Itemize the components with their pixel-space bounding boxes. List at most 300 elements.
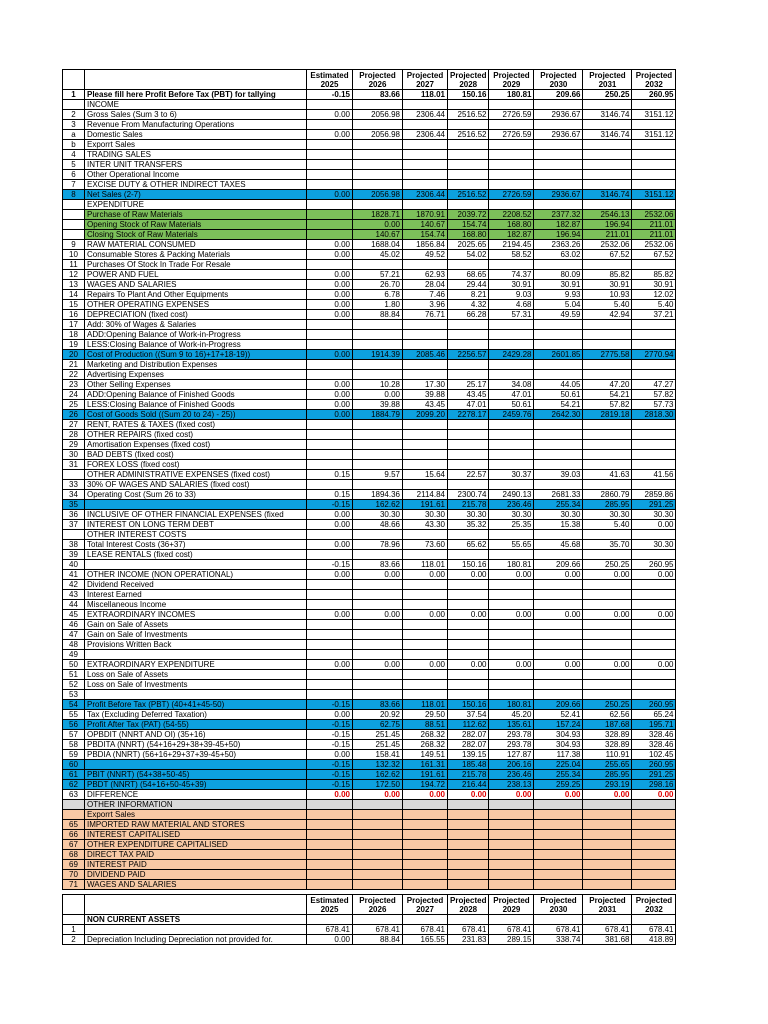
row-value: 3151.12 xyxy=(632,130,676,140)
row-value xyxy=(583,200,632,210)
row-value xyxy=(489,850,534,860)
row-value xyxy=(353,650,403,660)
table-row xyxy=(63,720,676,730)
row-value xyxy=(583,430,632,440)
row-value: 1894.36 xyxy=(353,490,403,500)
row-number: 45 xyxy=(63,610,85,620)
year-header xyxy=(403,70,448,90)
header-year: 2028 xyxy=(459,79,478,89)
row-value: 185.48 xyxy=(448,760,489,770)
row-value: 2726.59 xyxy=(489,110,534,120)
row-value: 0.00 xyxy=(353,570,403,580)
row-value: 2490.13 xyxy=(489,490,534,500)
row-value xyxy=(448,670,489,680)
row-value xyxy=(448,840,489,850)
row-value xyxy=(307,320,353,330)
year-header xyxy=(534,895,583,915)
row-number xyxy=(63,800,85,810)
row-value xyxy=(583,600,632,610)
row-value xyxy=(632,830,676,840)
row-value: 0.00 xyxy=(307,400,353,410)
row-value: 10.93 xyxy=(583,290,632,300)
row-value: 5.40 xyxy=(583,300,632,310)
row-value: 255.34 xyxy=(534,770,583,780)
row-value: 1.80 xyxy=(353,300,403,310)
row-value xyxy=(583,650,632,660)
table-row xyxy=(63,630,676,640)
row-value xyxy=(403,670,448,680)
table-row xyxy=(63,570,676,580)
row-value xyxy=(448,260,489,270)
row-value: 260.95 xyxy=(632,560,676,570)
row-value xyxy=(534,580,583,590)
row-value xyxy=(632,360,676,370)
row-description: LEASE RENTALS (fixed cost) xyxy=(85,550,307,560)
row-value xyxy=(353,850,403,860)
row-value: 50.61 xyxy=(489,400,534,410)
row-value xyxy=(534,640,583,650)
row-number: 58 xyxy=(63,740,85,750)
row-value xyxy=(632,340,676,350)
row-value xyxy=(534,840,583,850)
table-row xyxy=(63,690,676,700)
row-value xyxy=(403,100,448,110)
row-value: 10.28 xyxy=(353,380,403,390)
row-value xyxy=(489,430,534,440)
row-value: 83.66 xyxy=(353,560,403,570)
row-number: 48 xyxy=(63,640,85,650)
row-value: 0.00 xyxy=(307,350,353,360)
row-value xyxy=(307,140,353,150)
row-description: OTHER ADMINISTRATIVE EXPENSES (fixed cost) xyxy=(85,470,307,480)
row-description xyxy=(85,560,307,570)
header-year: 2030 xyxy=(549,79,568,89)
year-header xyxy=(307,895,353,915)
row-value: 85.82 xyxy=(632,270,676,280)
row-value xyxy=(353,860,403,870)
row-value: 2300.74 xyxy=(448,490,489,500)
row-value: 1856.84 xyxy=(403,240,448,250)
row-value xyxy=(403,680,448,690)
row-value xyxy=(448,850,489,860)
row-description: OTHER OPERATING EXPENSES xyxy=(85,300,307,310)
row-description: Marketing and Distribution Expenses xyxy=(85,360,307,370)
row-value: 0.00 xyxy=(307,270,353,280)
row-number: 29 xyxy=(63,440,85,450)
table-row xyxy=(63,730,676,740)
row-value: 206.16 xyxy=(489,760,534,770)
row-value xyxy=(534,650,583,660)
row-value: 291.25 xyxy=(632,500,676,510)
row-value: 0.00 xyxy=(632,790,676,800)
row-value xyxy=(403,600,448,610)
row-value: 2860.79 xyxy=(583,490,632,500)
row-value xyxy=(632,840,676,850)
row-value: 2306.44 xyxy=(403,130,448,140)
row-value xyxy=(489,690,534,700)
row-value: 2377.32 xyxy=(534,210,583,220)
row-description: Depreciation Including Depreciation not provided for. xyxy=(85,935,307,945)
row-value xyxy=(534,820,583,830)
row-number: 20 xyxy=(63,350,85,360)
row-value: 215.78 xyxy=(448,500,489,510)
row-value xyxy=(448,450,489,460)
row-value xyxy=(403,200,448,210)
row-value: 112.62 xyxy=(448,720,489,730)
row-value xyxy=(448,810,489,820)
row-value: 0.00 xyxy=(307,250,353,260)
row-description: Profit Before Tax (PBT) (40+41+45-50) xyxy=(85,700,307,710)
row-value xyxy=(489,460,534,470)
row-value: 251.45 xyxy=(353,730,403,740)
table-row xyxy=(63,880,676,890)
row-value: 1884.79 xyxy=(353,410,403,420)
row-value: 187.68 xyxy=(583,720,632,730)
header-kind: Projected xyxy=(406,70,444,80)
row-value xyxy=(307,430,353,440)
row-description: LESS:Closing Balance of Work-in-Progress xyxy=(85,340,307,350)
row-value xyxy=(583,550,632,560)
row-value: 0.00 xyxy=(307,660,353,670)
row-value: 255.65 xyxy=(583,760,632,770)
row-value xyxy=(403,150,448,160)
row-value xyxy=(632,160,676,170)
row-value: 62.93 xyxy=(403,270,448,280)
row-value xyxy=(403,460,448,470)
row-value xyxy=(403,840,448,850)
header-year: 2029 xyxy=(502,79,521,89)
row-description: Purchase of Raw Materials xyxy=(85,210,307,220)
row-value xyxy=(583,860,632,870)
row-value xyxy=(353,260,403,270)
row-value xyxy=(632,630,676,640)
row-value xyxy=(403,800,448,810)
row-value xyxy=(583,440,632,450)
row-value xyxy=(307,670,353,680)
row-description: BAD DEBTS (fixed cost) xyxy=(85,450,307,460)
row-value: 0.00 xyxy=(307,310,353,320)
table-row xyxy=(63,700,676,710)
table-row xyxy=(63,370,676,380)
row-value: 259.25 xyxy=(534,780,583,790)
header-blank xyxy=(85,895,307,915)
row-value: 338.74 xyxy=(534,935,583,945)
row-value: 2726.59 xyxy=(489,130,534,140)
row-value xyxy=(534,530,583,540)
row-number: 36 xyxy=(63,510,85,520)
row-number: 19 xyxy=(63,340,85,350)
row-value xyxy=(353,620,403,630)
row-value xyxy=(632,620,676,630)
row-number: 53 xyxy=(63,690,85,700)
row-value xyxy=(403,360,448,370)
row-description: WAGES AND SALARIES xyxy=(85,880,307,890)
row-value: 0.00 xyxy=(583,660,632,670)
row-description: Exporrt Sales xyxy=(85,140,307,150)
row-value xyxy=(403,450,448,460)
row-value xyxy=(632,330,676,340)
row-value: 88.51 xyxy=(403,720,448,730)
row-value xyxy=(632,420,676,430)
table-row xyxy=(63,850,676,860)
row-value xyxy=(403,915,448,925)
header-kind: Projected xyxy=(589,895,626,905)
row-value xyxy=(307,440,353,450)
row-value xyxy=(489,600,534,610)
row-value: 0.00 xyxy=(583,610,632,620)
row-value xyxy=(583,580,632,590)
row-number: 12 xyxy=(63,270,85,280)
row-value xyxy=(534,690,583,700)
row-value xyxy=(534,550,583,560)
row-value: 0.00 xyxy=(448,610,489,620)
row-value: 2681.33 xyxy=(534,490,583,500)
row-value xyxy=(632,800,676,810)
row-value xyxy=(307,600,353,610)
table-row xyxy=(63,580,676,590)
row-value: 2726.59 xyxy=(489,190,534,200)
row-value: 0.00 xyxy=(534,660,583,670)
row-value: 5.40 xyxy=(632,300,676,310)
row-value xyxy=(583,820,632,830)
row-value xyxy=(583,460,632,470)
row-value xyxy=(307,210,353,220)
row-value xyxy=(403,440,448,450)
row-value xyxy=(489,860,534,870)
row-number: 66 xyxy=(63,830,85,840)
row-value: 57.82 xyxy=(583,400,632,410)
row-value xyxy=(353,200,403,210)
row-value: -0.15 xyxy=(307,500,353,510)
row-value: 39.03 xyxy=(534,470,583,480)
row-value xyxy=(307,200,353,210)
row-value xyxy=(448,480,489,490)
header-year: 2029 xyxy=(502,904,521,914)
row-value xyxy=(307,870,353,880)
table-row xyxy=(63,310,676,320)
row-value xyxy=(353,440,403,450)
row-description: OTHER EXPENDITURE CAPITALISED xyxy=(85,840,307,850)
row-description: OTHER INTEREST COSTS xyxy=(85,530,307,540)
row-number: 39 xyxy=(63,550,85,560)
header-kind: Projected xyxy=(450,70,487,80)
row-value xyxy=(534,320,583,330)
row-value: 678.41 xyxy=(307,925,353,935)
year-header xyxy=(307,70,353,90)
row-value xyxy=(534,850,583,860)
row-value: 150.16 xyxy=(448,560,489,570)
row-value: 418.89 xyxy=(632,935,676,945)
row-value xyxy=(489,590,534,600)
row-description: IMPORTED RAW MATERIAL AND STORES xyxy=(85,820,307,830)
table-row xyxy=(63,870,676,880)
row-value: 50.61 xyxy=(534,390,583,400)
header-year: 2025 xyxy=(320,79,339,89)
year-header xyxy=(353,895,403,915)
row-value: 191.61 xyxy=(403,500,448,510)
row-value xyxy=(632,530,676,540)
row-value: 15.64 xyxy=(403,470,448,480)
row-value: 5.40 xyxy=(583,520,632,530)
row-value: 0.00 xyxy=(307,790,353,800)
row-value xyxy=(403,870,448,880)
row-value xyxy=(534,810,583,820)
row-value xyxy=(489,420,534,430)
row-value: 1914.39 xyxy=(353,350,403,360)
row-value xyxy=(489,670,534,680)
row-value xyxy=(534,150,583,160)
table-row xyxy=(63,935,676,945)
row-value: 260.95 xyxy=(632,90,676,100)
row-number: 35 xyxy=(63,500,85,510)
row-value: 0.00 xyxy=(307,380,353,390)
row-description: Other Selling Expenses xyxy=(85,380,307,390)
row-value: 216.44 xyxy=(448,780,489,790)
row-value: 0.00 xyxy=(307,710,353,720)
row-value xyxy=(534,870,583,880)
row-value xyxy=(489,530,534,540)
row-value: 34.08 xyxy=(489,380,534,390)
row-value: 9.93 xyxy=(534,290,583,300)
row-value: 162.62 xyxy=(353,770,403,780)
row-value xyxy=(448,360,489,370)
row-value xyxy=(403,830,448,840)
row-value: 2532.06 xyxy=(632,210,676,220)
row-value: 30.30 xyxy=(489,510,534,520)
row-number: 56 xyxy=(63,720,85,730)
row-value: 0.00 xyxy=(448,570,489,580)
row-value xyxy=(534,140,583,150)
row-number: 67 xyxy=(63,840,85,850)
row-value: 30.30 xyxy=(583,510,632,520)
row-value xyxy=(307,850,353,860)
row-number: 59 xyxy=(63,750,85,760)
row-value: 289.15 xyxy=(489,935,534,945)
row-value: 0.00 xyxy=(307,280,353,290)
row-value: 57.82 xyxy=(632,390,676,400)
row-value xyxy=(353,120,403,130)
row-value: 0.00 xyxy=(583,790,632,800)
row-description xyxy=(85,650,307,660)
row-value xyxy=(632,440,676,450)
row-value: 30.30 xyxy=(632,540,676,550)
row-value: 88.84 xyxy=(353,310,403,320)
row-number xyxy=(63,200,85,210)
row-value xyxy=(534,670,583,680)
table-row xyxy=(63,380,676,390)
row-description: INTEREST PAID xyxy=(85,860,307,870)
row-value: 0.00 xyxy=(353,390,403,400)
table-row xyxy=(63,760,676,770)
table-row xyxy=(63,490,676,500)
row-value: 182.87 xyxy=(534,220,583,230)
table-row xyxy=(63,780,676,790)
row-value xyxy=(632,460,676,470)
row-value: 63.02 xyxy=(534,250,583,260)
row-description: Amortisation Expenses (fixed cost) xyxy=(85,440,307,450)
row-value: 0.00 xyxy=(632,660,676,670)
row-value: 0.00 xyxy=(489,660,534,670)
row-number: 34 xyxy=(63,490,85,500)
row-value xyxy=(307,530,353,540)
table-row xyxy=(63,820,676,830)
row-value: 25.35 xyxy=(489,520,534,530)
row-value: 0.15 xyxy=(307,470,353,480)
row-value: 47.01 xyxy=(489,390,534,400)
row-value: 118.01 xyxy=(403,700,448,710)
row-number: 15 xyxy=(63,300,85,310)
row-value: 0.00 xyxy=(353,660,403,670)
row-value xyxy=(307,420,353,430)
year-header xyxy=(632,895,676,915)
row-value: 132.32 xyxy=(353,760,403,770)
row-description: INTEREST ON LONG TERM DEBT xyxy=(85,520,307,530)
row-value xyxy=(583,260,632,270)
row-description: ADD:Opening Balance of Finished Goods xyxy=(85,390,307,400)
row-value: 15.38 xyxy=(534,520,583,530)
row-value xyxy=(583,630,632,640)
header-year: 2030 xyxy=(549,904,568,914)
header-kind: Projected xyxy=(635,895,673,905)
row-value xyxy=(307,450,353,460)
row-value: 180.81 xyxy=(489,90,534,100)
row-value: 0.00 xyxy=(353,790,403,800)
row-value xyxy=(632,810,676,820)
row-value: 2532.06 xyxy=(583,240,632,250)
table-row xyxy=(63,650,676,660)
row-value xyxy=(632,650,676,660)
row-value xyxy=(403,850,448,860)
row-number xyxy=(63,220,85,230)
header-kind: Projected xyxy=(359,895,396,905)
row-value xyxy=(403,880,448,890)
row-number: 23 xyxy=(63,380,85,390)
row-value xyxy=(403,550,448,560)
row-description xyxy=(85,760,307,770)
table-row xyxy=(63,480,676,490)
table-row xyxy=(63,530,676,540)
row-value xyxy=(448,120,489,130)
row-value: 157.24 xyxy=(534,720,583,730)
row-value: 2039.72 xyxy=(448,210,489,220)
row-number: 30 xyxy=(63,450,85,460)
table-row xyxy=(63,240,676,250)
row-value xyxy=(489,330,534,340)
row-description: EXCISE DUTY & OTHER INDIRECT TAXES xyxy=(85,180,307,190)
header-year: 2027 xyxy=(416,79,434,89)
row-value xyxy=(534,430,583,440)
row-value xyxy=(489,450,534,460)
row-value xyxy=(534,630,583,640)
row-value: 2601.85 xyxy=(534,350,583,360)
header-year: 2027 xyxy=(416,904,434,914)
row-description: TRADING SALES xyxy=(85,150,307,160)
table-row xyxy=(63,750,676,760)
row-value: 2859.86 xyxy=(632,490,676,500)
row-value xyxy=(632,120,676,130)
row-value xyxy=(534,620,583,630)
row-value xyxy=(489,840,534,850)
row-value: 7.46 xyxy=(403,290,448,300)
row-value: 2306.44 xyxy=(403,110,448,120)
row-value: 180.81 xyxy=(489,700,534,710)
row-value: 83.66 xyxy=(353,90,403,100)
row-value xyxy=(583,800,632,810)
row-description: DIFFERENCE xyxy=(85,790,307,800)
row-value xyxy=(307,160,353,170)
row-value xyxy=(489,680,534,690)
row-value: 678.41 xyxy=(534,925,583,935)
